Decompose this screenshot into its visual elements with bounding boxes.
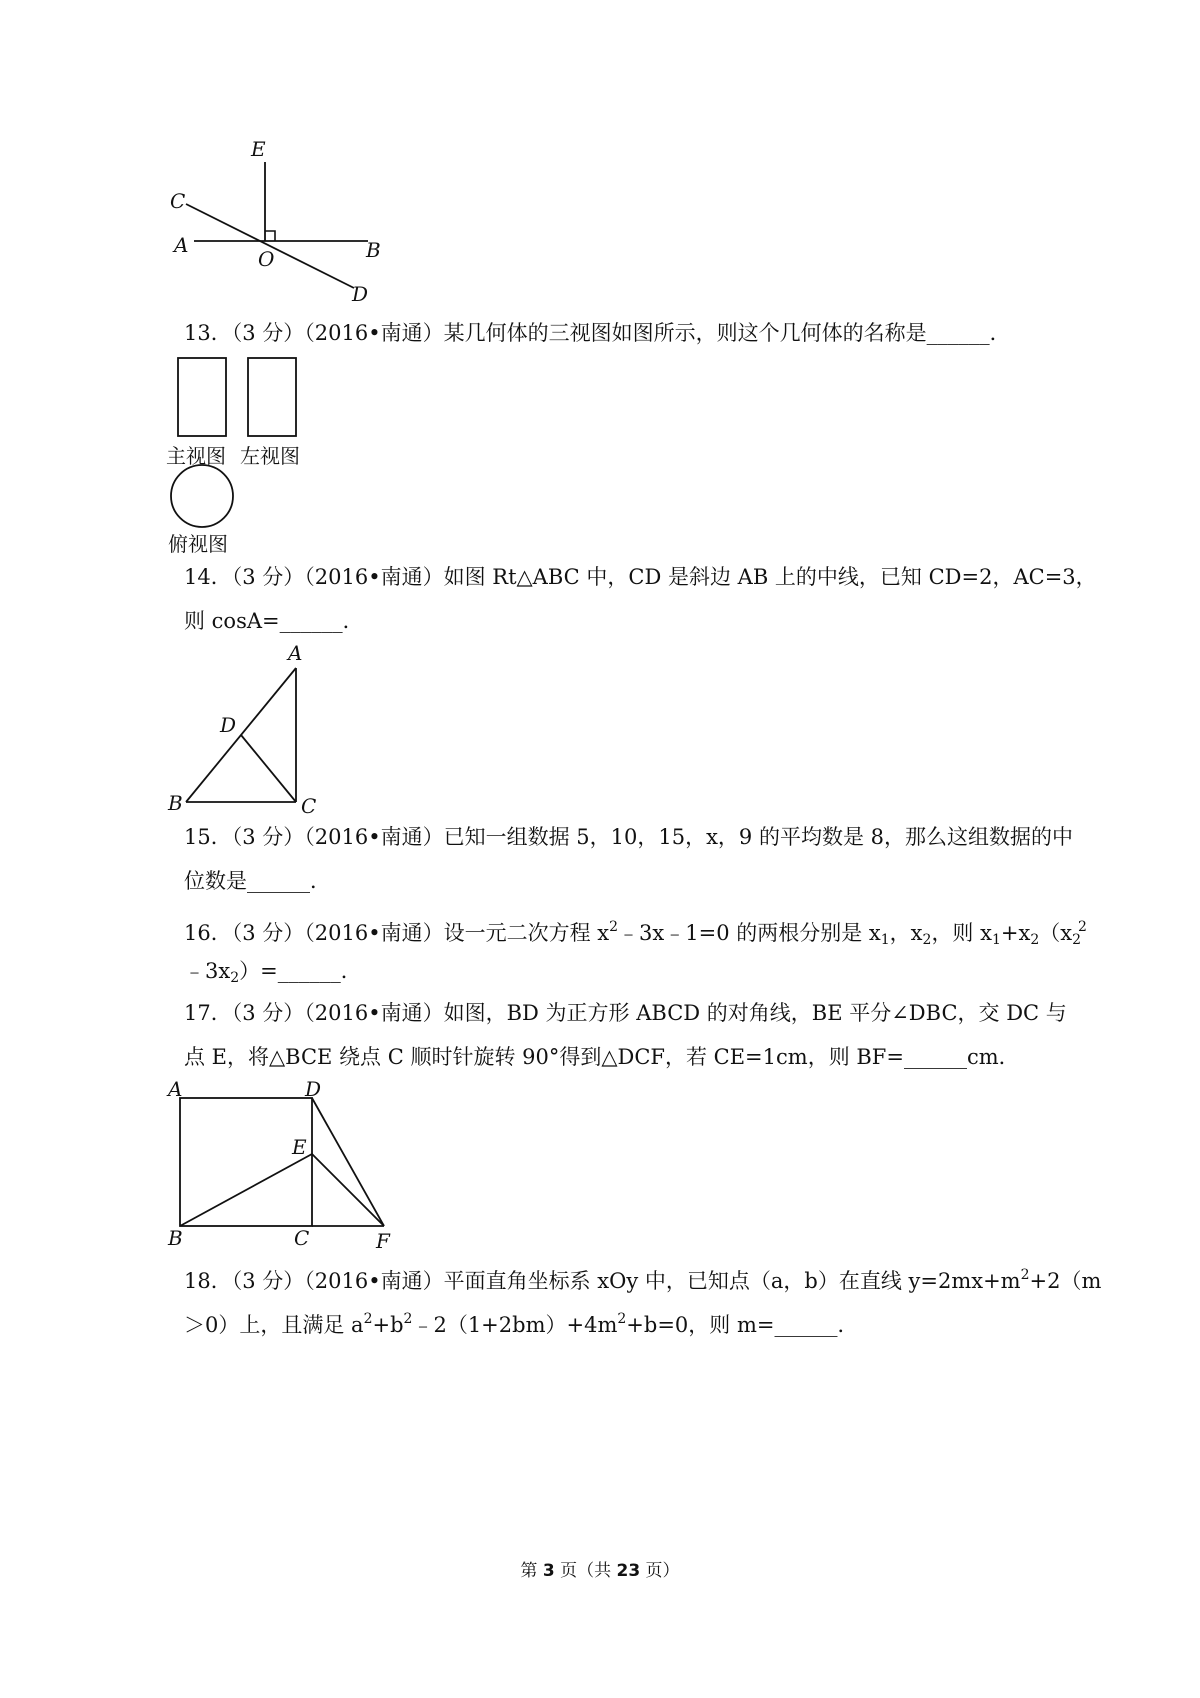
q16-text: ）=______．: [239, 959, 362, 983]
figure-angle-lines: [170, 137, 400, 310]
q18-text: +2（m: [1029, 1269, 1102, 1293]
left-view-rect: [248, 358, 296, 436]
label-a: A: [168, 1077, 183, 1101]
current-page-number: 3: [542, 1561, 555, 1581]
q16-text: ，x: [889, 921, 923, 945]
label-a: A: [288, 641, 303, 665]
top-view-circle: [171, 465, 233, 527]
line-cd: [186, 204, 354, 288]
label-c: C: [294, 1226, 310, 1250]
median-cd: [241, 735, 296, 802]
q18-text: +b=0，则 m=______．: [626, 1313, 859, 1337]
question-15-line-2: 位数是______．: [184, 869, 331, 893]
q16-text: 16．（3 分）（2016•南通）设一元二次方程 x: [184, 921, 610, 945]
superscript: 2: [1020, 1267, 1030, 1283]
q18-text: ＞0）上，且满足 a: [184, 1313, 364, 1337]
segment-ef: [312, 1154, 384, 1226]
right-angle-mark: [265, 231, 275, 241]
page-footer: [0, 1556, 1200, 1581]
subscript: 2: [1072, 932, 1082, 948]
figure-right-triangle: [160, 638, 330, 818]
footer-text: 页）: [640, 1561, 680, 1581]
question-14-line-1: 14．（3 分）（2016•南通）如图 Rt△ABC 中，CD 是斜边 AB 上的中线，已知 CD=2，AC=3，: [184, 565, 1097, 589]
left-view-label: 左视图: [240, 444, 300, 468]
label-e: E: [251, 137, 266, 161]
segment-be: [180, 1154, 312, 1226]
figure-square-rotation: [160, 1076, 400, 1256]
front-view-label: 主视图: [166, 444, 226, 468]
question-14-line-2: 则 cosA=______．: [184, 609, 364, 633]
total-pages-number: 23: [616, 1561, 641, 1581]
label-b: B: [168, 791, 183, 815]
subscript: 2: [922, 932, 932, 948]
q18-text: ﹣2（1+2bm）+4m: [412, 1313, 618, 1337]
segment-df: [312, 1098, 384, 1226]
question-16-line-2: [184, 956, 362, 993]
footer-text: 页（共: [554, 1561, 617, 1581]
top-view-label: 俯视图: [168, 532, 228, 556]
q18-text: +b: [372, 1313, 404, 1337]
label-a: A: [174, 233, 189, 257]
question-16-line-1: [184, 912, 1087, 955]
subscript: 2: [230, 970, 240, 986]
question-18-line-2: [184, 1304, 858, 1340]
question-17-line-2: 点 E，将△BCE 绕点 C 顺时针旋转 90°得到△DCF，若 CE=1cm，则 BF=______cm．: [184, 1045, 1020, 1069]
q16-text: +x: [1000, 921, 1031, 945]
q18-text: 18．（3 分）（2016•南通）平面直角坐标系 xOy 中，已知点（a，b）在直线 y=2mx+m: [184, 1269, 1021, 1293]
label-o: O: [258, 247, 275, 271]
question-17-line-1: 17．（3 分）（2016•南通）如图，BD 为正方形 ABCD 的对角线，BE 平分∠DBC，交 DC 与: [184, 1001, 1067, 1025]
question-13: 13．（3 分）（2016•南通）某几何体的三视图如图所示，则这个几何体的名称是______．: [184, 321, 1011, 345]
q16-text: ，则 x: [931, 921, 992, 945]
square-abcd: [180, 1098, 312, 1226]
superscript: 2: [1078, 919, 1087, 935]
q16-text: （x: [1039, 921, 1073, 945]
q16-text: ﹣3x: [184, 959, 231, 983]
q16-text: ﹣3x﹣1=0 的两根分别是 x: [618, 921, 881, 945]
label-e: E: [292, 1135, 307, 1159]
question-18-line-1: [184, 1260, 1101, 1296]
label-b: B: [366, 238, 381, 262]
superscript: 2: [363, 1311, 373, 1327]
label-d: D: [305, 1077, 322, 1101]
label-f: F: [376, 1229, 390, 1253]
subscript: 2: [1030, 932, 1040, 948]
front-view-rect: [178, 358, 226, 436]
question-15-line-1: 15．（3 分）（2016•南通）已知一组数据 5，10，15，x，9 的平均数是 8，那么这组数据的中: [184, 825, 1073, 849]
superscript: 2: [403, 1311, 413, 1327]
superscript: 2: [617, 1311, 627, 1327]
label-d: D: [352, 282, 369, 306]
superscript: 2: [609, 919, 619, 935]
label-b: B: [168, 1226, 183, 1250]
label-c: C: [301, 794, 317, 818]
subscript: 1: [880, 932, 890, 948]
subscript: 1: [991, 932, 1001, 948]
footer-text: 第: [520, 1561, 543, 1581]
label-c: C: [170, 189, 186, 213]
label-d: D: [220, 713, 237, 737]
